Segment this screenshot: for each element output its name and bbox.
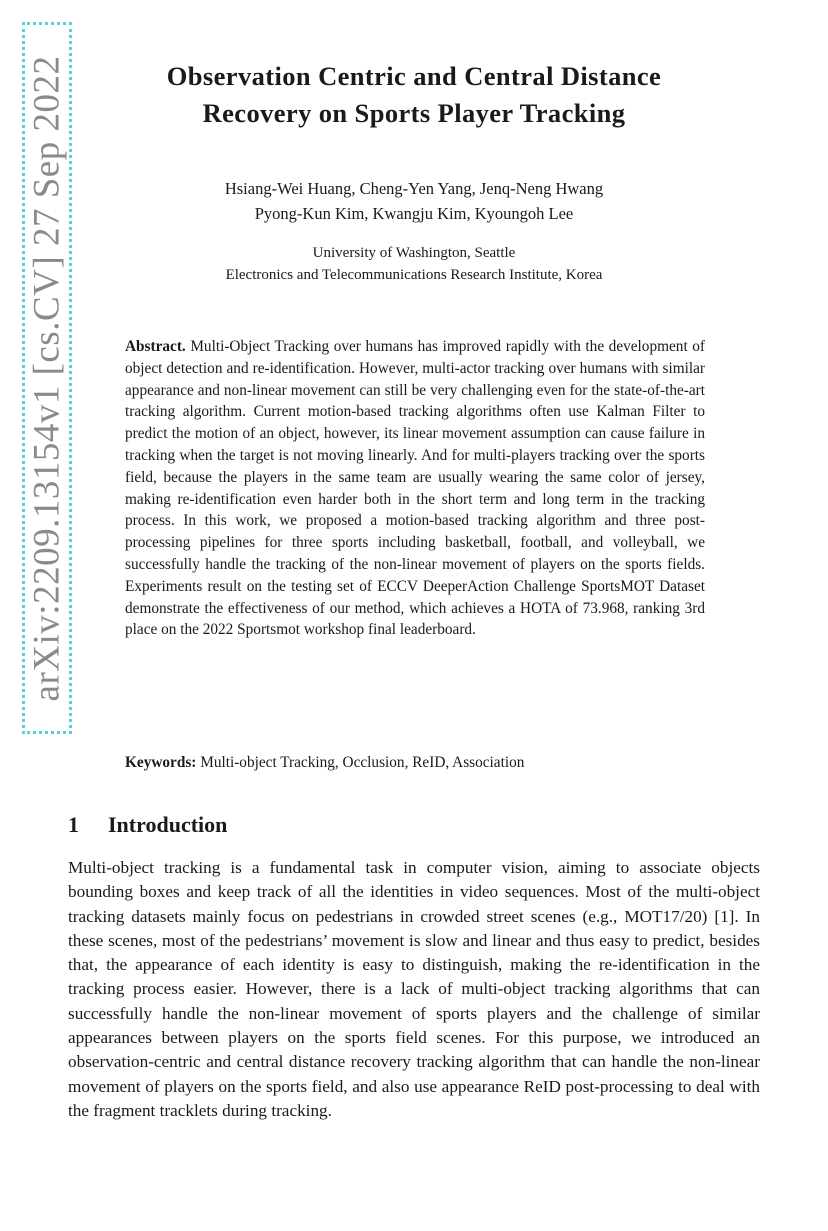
author-line-1: Hsiang-Wei Huang, Cheng-Yen Yang, Jenq-Neng Hwang: [224, 179, 604, 198]
paper-title-line-1: Observation Centric and Central Distance: [166, 61, 662, 91]
arxiv-identifier-text: arXiv:2209.13154v1 [cs.CV] 27 Sep 2022: [26, 55, 68, 701]
affiliation-line-2: Electronics and Telecommunications Research Institute, Korea: [225, 267, 603, 283]
keywords: [125, 752, 705, 774]
section-title: Introduction: [108, 812, 228, 837]
author-line-2: Pyong-Kun Kim, Kwangju Kim, Kyoungoh Lee: [254, 204, 574, 223]
section-number: 1: [68, 812, 79, 837]
abstract-text: Multi-Object Tracking over humans has improved rapidly with the development of object detection and re-identification. However, multi-actor tracking over humans with similar appearance and non-linear movement can still be very challenging even for the state-of-the-art tracking algorithm. Current motion-based tracking algorithms often use Kalman Filter to predict the motion of an object, however, its linear movement assumption can cause failure in tracking when the target is not moving linearly. And for multi-players tracking over the sports field, because the players in the same team are usually wearing the same color of jersey, making re-identification even harder both in the short term and long term in the tracking process. In this work, we proposed a motion-based tracking algorithm and three post-processing pipelines for three sports including basketball, football, and volleyball, we successfully handle the tracking of the non-linear movement of players on the sports fields. Experiments result on the testing set of ECCV DeeperAction Challenge SportsMOT Dataset demonstrate the effectiveness of our method, which achieves a HOTA of 73.968, ranking 3rd place on the 2022 Sportsmot workshop final leaderboard.: [125, 338, 705, 639]
affiliations: [90, 242, 738, 286]
author-list: [90, 176, 738, 226]
affiliation-line-1: University of Washington, Seattle: [312, 245, 516, 261]
arxiv-identifier-stamp: [22, 22, 72, 734]
introduction-paragraph: Multi-object tracking is a fundamental task in computer vision, aiming to associate objects bounding boxes and keep track of all the identities in video sequences. Most of the multi-object tracking datasets mainly focus on pedestrians in crowded street scenes (e.g., MOT17/20) [1]. In these scenes, most of the pedestrians’ movement is slow and linear and thus easy to predict, besides that, the appearance of each identity is easy to distinguish, making the re-identification in the tracking process easier. However, there is a lack of multi-object tracking algorithms that can successfully handle the non-linear movement of sports players and the challenge of similar appearances between players on the sports field scenes. For this purpose, we introduced an observation-centric and central distance recovery tracking algorithm that can handle the non-linear movement of players on the sports field, and also use appearance ReID post-processing to deal with the fragment tracklets during tracking.: [68, 858, 760, 1120]
paper-title: [90, 58, 738, 132]
abstract-label: Abstract.: [125, 338, 186, 355]
keywords-text: Multi-object Tracking, Occlusion, ReID, Association: [200, 754, 525, 771]
keywords-label: Keywords:: [125, 754, 197, 771]
abstract: [125, 336, 705, 641]
section-heading-introduction: [68, 810, 227, 840]
paper-title-line-2: Recovery on Sports Player Tracking: [202, 98, 626, 128]
